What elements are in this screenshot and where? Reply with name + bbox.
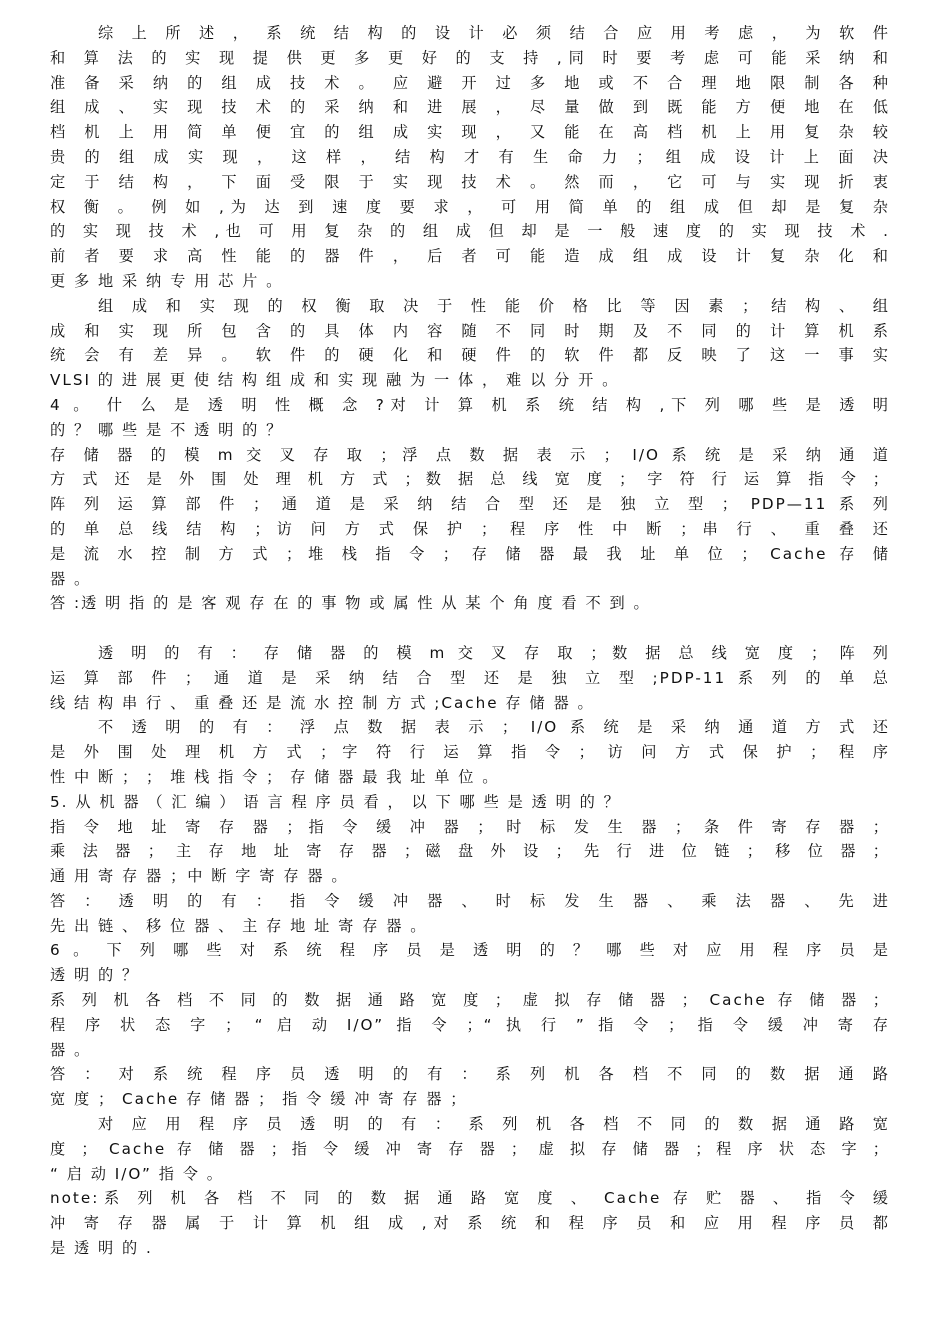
text-line: “ 启 动 I/O” 指 令 。 xyxy=(50,1164,224,1183)
answer-line: 答 ： 透 明 的 有 ： 指 令 缓 冲 器 、 时 标 发 生 器 、 乘 法 器 、 先 进 xyxy=(50,891,890,910)
text-line: 更 多 地 采 纳 专 用 芯 片 。 xyxy=(50,271,284,290)
text-line: 方 式 还 是 外 围 处 理 机 方 式 ；数 据 总 线 宽 度 ； 字 符 行 运 算 指 令 ； xyxy=(50,470,890,489)
question-heading: 5. 从 机 器 （ 汇 编 ） 语 言 程 序 员 看 ， 以 下 哪 些 是 透 明 的 ？ xyxy=(50,792,621,811)
text-line: 度 ； Cache 存 储 器 ；指 令 缓 冲 寄 存 器 ； 虚 拟 存 储 器 ；程 序 状 态 字 ； xyxy=(50,1139,890,1158)
text-line: 宽 度 ； Cache 存 储 器 ； 指 令 缓 冲 寄 存 器 ； xyxy=(50,1090,468,1109)
text-line: 贵 的 组 成 实 现 ， 这 样 ， 结 构 才 有 生 命 力 ； 组 成 设 计 上 面 决 xyxy=(50,147,890,166)
text-line: 对 应 用 程 序 员 透 明 的 有 ： 系 列 机 各 档 不 同 的 数 据 通 路 宽 xyxy=(98,1115,890,1134)
text-line: 组 成 、 实 现 技 术 的 采 纳 和 进 展 ， 尽 量 做 到 既 能 方 便 地 在 低 xyxy=(50,98,890,117)
text-line: 组 成 和 实 现 的 权 衡 取 决 于 性 能 价 格 比 等 因 素 ； 结 构 、 组 xyxy=(98,296,890,315)
blank-line xyxy=(50,616,890,641)
answer-line: 答 ： 对 系 统 程 序 员 透 明 的 有 ： 系 列 机 各 档 不 同 的 数 据 通 路 xyxy=(50,1065,890,1084)
text-line: 系 列 机 各 档 不 同 的 数 据 通 路 宽 度 ； 虚 拟 存 储 器 ； Cache 存 储 器 ； xyxy=(50,991,890,1010)
text-line: 的 单 总 线 结 构 ；访 问 方 式 保 护 ； 程 序 性 中 断 ；串 行 、 重 叠 还 xyxy=(50,519,890,538)
question-heading: 4 。 什 么 是 透 明 性 概 念 ?对 计 算 机 系 统 结 构 ,下 列 哪 些 是 透 明 xyxy=(50,395,890,414)
text-line: 的 实 现 技 术 ,也 可 用 复 杂 的 组 成 但 却 是 一 般 速 度 的 实 现 技 术 . xyxy=(50,222,890,241)
text-line: 程 序 状 态 字 ； “ 启 动 I/O” 指 令 ；“ 执 行 ” 指 令 ； 指 令 缓 冲 寄 存 xyxy=(50,1015,890,1034)
question-heading: 透 明 的 ？ xyxy=(50,966,140,985)
text-line: 不 透 明 的 有 ： 浮 点 数 据 表 示 ； I/O 系 统 是 采 纳 通 道 方 式 还 xyxy=(98,718,890,737)
text-line: 性 中 断 ； ； 堆 栈 指 令 ； 存 储 器 最 我 址 单 位 。 xyxy=(50,767,500,786)
question-heading: 6 。 下 列 哪 些 对 系 统 程 序 员 是 透 明 的 ？ 哪 些 对 应 用 程 序 员 是 xyxy=(50,941,890,960)
text-line: 通 用 寄 存 器 ；中 断 字 寄 存 器 。 xyxy=(50,867,349,886)
text-line: 阵 列 运 算 部 件 ； 通 道 是 采 纳 结 合 型 还 是 独 立 型 ； PDP—11 系 列 xyxy=(50,495,890,514)
text-line: 乘 法 器 ； 主 存 地 址 寄 存 器 ；磁 盘 外 设 ； 先 行 进 位 链 ； 移 位 器 ； xyxy=(50,842,890,861)
answer-line: 答 :透 明 指 的 是 客 观 存 在 的 事 物 或 属 性 从 某 个 角 度 看 不 到 。 xyxy=(50,594,651,613)
text-line: 运 算 部 件 ； 通 道 是 采 纳 结 合 型 还 是 独 立 型 ;PDP-11 系 列 的 单 总 xyxy=(50,668,890,687)
text-line: 准 备 采 纳 的 组 成 技 术 。 应 避 开 过 多 地 或 不 合 理 地 限 制 各 种 xyxy=(50,73,890,92)
text-line: 前 者 要 求 高 性 能 的 器 件 ， 后 者 可 能 造 成 组 成 设 计 复 杂 化 和 xyxy=(50,247,890,266)
text-line: 统 会 有 差 异 。 软 件 的 硬 化 和 硬 件 的 软 件 都 反 映 了 这 一 事 实 xyxy=(50,346,890,365)
text-line: 档 机 上 用 简 单 便 宜 的 组 成 实 现 ， 又 能 在 高 档 机 上 用 复 杂 较 xyxy=(50,123,890,142)
text-line: 先 出 链 、 移 位 器 、 主 存 地 址 寄 存 器 。 xyxy=(50,916,428,935)
text-line: 是 透 明 的 . xyxy=(50,1239,153,1258)
text-line: 是 外 围 处 理 机 方 式 ；字 符 行 运 算 指 令 ； 访 问 方 式 保 护 ； 程 序 xyxy=(50,743,890,762)
text-line: 综 上 所 述 ， 系 统 结 构 的 设 计 必 须 结 合 应 用 考 虑 ， 为 软 件 xyxy=(98,24,890,42)
text-line: 成 和 实 现 所 包 含 的 具 体 内 容 随 不 同 时 期 及 不 同 的 计 算 机 系 xyxy=(50,321,890,340)
document-body xyxy=(50,21,890,1261)
question-heading: 的 ？ 哪 些 是 不 透 明 的 ？ xyxy=(50,420,284,439)
text-line: 冲 寄 存 器 属 于 计 算 机 组 成 ,对 系 统 和 程 序 员 和 应 用 程 序 员 都 xyxy=(50,1214,890,1233)
text-line: VLSI 的 进 展 更 使 结 构 组 成 和 实 现 融 为 一 体 ， 难 以 分 开 。 xyxy=(50,371,620,390)
text-line: 和 算 法 的 实 现 提 供 更 多 更 好 的 支 持 ,同 时 要 考 虑 可 能 采 纳 和 xyxy=(50,48,890,67)
text-line: 是 流 水 控 制 方 式 ；堆 栈 指 令 ； 存 储 器 最 我 址 单 位 ； Cache 存 储 xyxy=(50,544,890,563)
note-line: note:系 列 机 各 档 不 同 的 数 据 通 路 宽 度 、 Cache 存 贮 器 、 指 令 缓 xyxy=(50,1189,890,1208)
text-line: 器 。 xyxy=(50,569,92,588)
text-line: 指 令 地 址 寄 存 器 ；指 令 缓 冲 器 ； 时 标 发 生 器 ； 条 件 寄 存 器 ； xyxy=(50,817,890,836)
text-line: 权 衡 。 例 如 ,为 达 到 速 度 要 求 ， 可 用 简 单 的 组 成 但 却 是 复 杂 xyxy=(50,197,890,216)
text-line: 定 于 结 构 ， 下 面 受 限 于 实 现 技 术 。 然 而 ， 它 可 与 实 现 折 衷 xyxy=(50,172,890,191)
text-line: 器 。 xyxy=(50,1040,92,1059)
text-line: 透 明 的 有 ： 存 储 器 的 模 m 交 叉 存 取 ；数 据 总 线 宽 度 ； 阵 列 xyxy=(98,643,890,662)
text-line: 线 结 构 串 行 、 重 叠 还 是 流 水 控 制 方 式 ;Cache 存 储 器 。 xyxy=(50,693,595,712)
text-line: 存 储 器 的 模 m 交 叉 存 取 ；浮 点 数 据 表 示 ； I/O 系 统 是 采 纳 通 道 xyxy=(50,445,890,464)
